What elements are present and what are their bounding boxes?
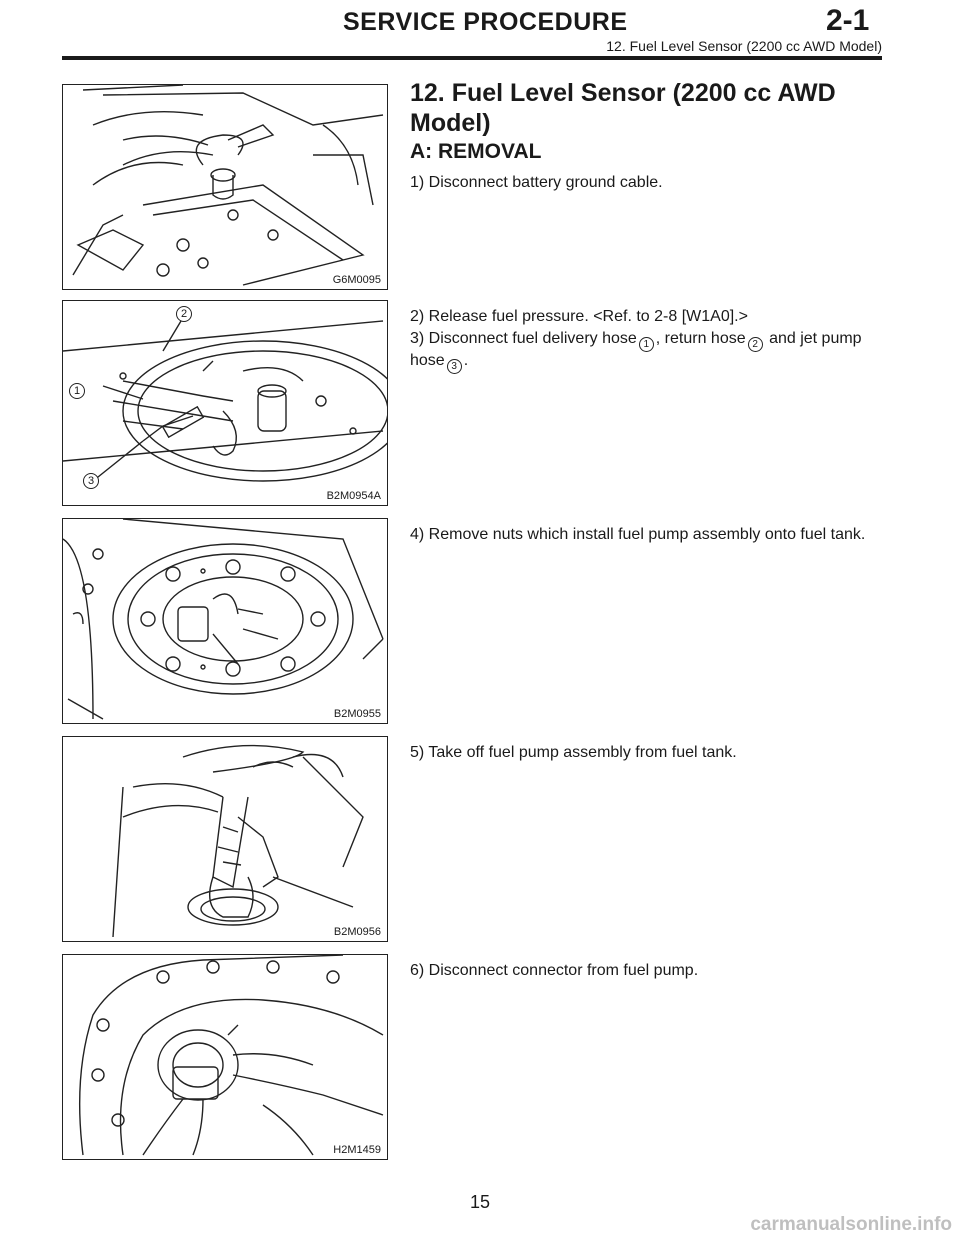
callout-2: 2 [176, 306, 192, 322]
header-title: SERVICE PROCEDURE [343, 8, 628, 36]
callout-1: 1 [69, 383, 85, 399]
step-3-text-b: , return hose [655, 330, 746, 347]
figure-code: B2M0956 [333, 926, 381, 938]
figure-pump-removal [62, 736, 388, 942]
figure-pump-connector [62, 954, 388, 1160]
figure-fuel-hoses [62, 300, 388, 506]
step-3-text-d: . [463, 352, 469, 369]
header-section-code: 2-1 [826, 4, 870, 37]
callout-ref-3: 3 [447, 359, 462, 374]
step-3-text-c: and jet pump hose [410, 330, 862, 369]
callout-3: 3 [83, 473, 99, 489]
step-4: 4) Remove nuts which install fuel pump assembly onto fuel tank. [410, 526, 866, 543]
page-number: 15 [470, 1192, 491, 1212]
watermark: carmanualsonline.info [750, 1214, 952, 1235]
figure-pump-nuts [62, 518, 388, 724]
header-subtitle: 12. Fuel Level Sensor (2200 cc AWD Model) [606, 38, 882, 54]
header-rule [62, 56, 882, 60]
figure-battery-cable [62, 84, 388, 290]
step-6: 6) Disconnect connector from fuel pump. [410, 962, 699, 979]
figure-code: H2M1459 [333, 1144, 381, 1156]
callout-ref-1: 1 [639, 337, 654, 352]
figure-code: B2M0955 [333, 708, 381, 720]
step-3-text-a: 3) Disconnect fuel delivery hose [410, 330, 637, 347]
step-2: 2) Release fuel pressure. <Ref. to 2-8 [W1A0].> [410, 308, 748, 325]
section-title: 12. Fuel Level Sensor (2200 cc AWD Model) [410, 79, 836, 137]
callout-ref-2: 2 [748, 337, 763, 352]
step-5: 5) Take off fuel pump assembly from fuel tank. [410, 744, 737, 761]
step-1: 1) Disconnect battery ground cable. [410, 174, 663, 191]
step-3 [410, 328, 884, 372]
figure-code: B2M0954A [326, 490, 381, 502]
section-subtitle: A: REMOVAL [410, 140, 542, 163]
figure-code: G6M0095 [332, 274, 381, 286]
